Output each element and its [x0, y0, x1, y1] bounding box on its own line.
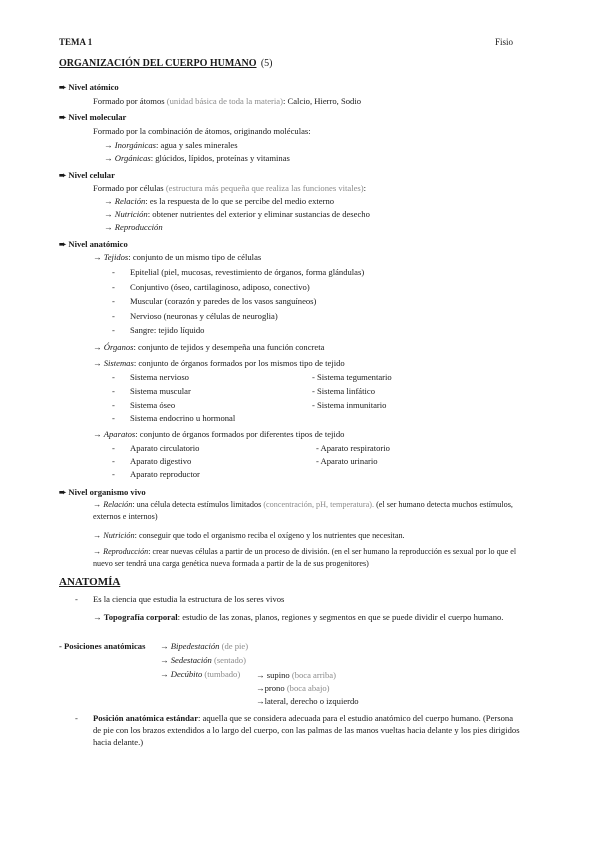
- decubito-sub: →prono (boca abajo): [256, 683, 330, 693]
- pointer-icon: ➨: [59, 239, 67, 249]
- decubito-sub: → supino (boca arriba): [256, 670, 336, 680]
- organismo-reproduccion: → Reproducción: crear nuevas células a partir de un proceso de división. (en el ser humano la reproducción es sexual por lo que el nuevo ser tendrá una carga genética nueva formada a partir de la de sus progenitores): [93, 547, 517, 568]
- arrow-icon: →: [160, 655, 169, 665]
- posicion-item: → Decúbito (tumbado): [160, 669, 241, 679]
- arrow-icon: →: [104, 222, 113, 232]
- pointer-icon: ➨: [59, 82, 67, 92]
- list-item: - Sangre: tejido líquido: [112, 325, 205, 335]
- arrow-icon: →: [93, 342, 102, 352]
- arrow-icon: →: [93, 500, 102, 509]
- heading-molecular: ➨ Nivel molecular: [59, 112, 127, 122]
- celular-item: → Nutrición: obtener nutrientes del exterior y eliminar sustancias de desecho: [104, 209, 370, 219]
- tejidos-line: → Tejidos: conjunto de un mismo tipo de células: [93, 252, 262, 262]
- posiciones-label: - Posiciones anatómicas: [59, 641, 146, 651]
- pointer-icon: ➨: [59, 112, 67, 122]
- page-title: ORGANIZACIÓN DEL CUERPO HUMANO (5): [59, 58, 273, 69]
- section-anatomia-title: ANATOMÍA: [59, 576, 121, 588]
- molecular-item: → Orgánicas: glúcidos, lípidos, proteínas y vitaminas: [104, 153, 290, 163]
- arrow-icon: →: [93, 612, 102, 622]
- celular-item: → Reproducción: [104, 222, 163, 232]
- list-item: - Aparato circulatorio: [112, 443, 200, 453]
- list-item: - Aparato urinario: [316, 456, 378, 466]
- atomico-text: Formado por átomos (unidad básica de toda la materia): Calcio, Hierro, Sodio: [93, 96, 362, 106]
- list-item: - Muscular (corazón y paredes de los vasos sanguíneos): [112, 296, 317, 306]
- sistemas-line: → Sistemas: conjunto de órganos formados por los mismos tipo de tejido: [93, 358, 345, 368]
- aparatos-line: → Aparatos: conjunto de órganos formados por diferentes tipos de tejido: [93, 429, 345, 439]
- small-arrow-icon: →: [256, 683, 265, 693]
- list-item: - Sistema linfático: [312, 386, 376, 396]
- header-tema: TEMA 1: [59, 37, 93, 47]
- list-item: - Aparato respiratorio: [316, 443, 390, 453]
- list-item: - Sistema inmunitario: [312, 400, 387, 410]
- arrow-icon: →: [104, 153, 113, 163]
- arrow-icon: →: [104, 209, 113, 219]
- arrow-icon: →: [160, 641, 169, 651]
- list-item: - Epitelial (piel, mucosas, revestimiento de órganos, forma glándulas): [112, 267, 365, 277]
- list-item: - Nervioso (neuronas y células de neuroglia): [112, 311, 278, 321]
- list-item: - Conjuntivo (óseo, cartilaginoso, adiposo, conectivo): [112, 282, 310, 292]
- arrow-icon: →: [93, 429, 102, 439]
- pointer-icon: ➨: [59, 170, 67, 180]
- anatomia-estandar: Posición anatómica estándar: aquella que se considera adecuada para el estudio anatómico del cuerpo humano. (Persona de pie con los brazos extendidos a lo largo del cuerpo, con las palmas de las manos vueltas hacia delante y los pies dirigidos hacia delante.): [93, 713, 520, 747]
- arrow-icon: →: [104, 196, 113, 206]
- estandar-dash: -: [75, 713, 78, 723]
- celular-intro: Formado por células (estructura más pequeña que realiza las funciones vitales):: [93, 183, 367, 193]
- molecular-intro: Formado por la combinación de átomos, originando moléculas:: [93, 126, 311, 136]
- heading-organismo: ➨ Nivel organismo vivo: [59, 487, 146, 497]
- celular-item: → Relación: es la respuesta de lo que se percibe del medio externo: [104, 196, 335, 206]
- arrow-icon: →: [160, 669, 169, 679]
- small-arrow-icon: →: [256, 696, 265, 706]
- arrow-icon: →: [93, 547, 102, 556]
- anatomia-topografia: → Topografía corporal: estudio de las zonas, planos, regiones y segmentos en que se puede dividir el cuerpo humano.: [93, 612, 504, 622]
- organos-line: → Órganos: conjunto de tejidos y desempeña una función concreta: [93, 342, 325, 352]
- small-arrow-icon: →: [256, 670, 265, 680]
- list-item: - Aparato reproductor: [112, 469, 200, 479]
- heading-anatomico: ➨ Nivel anatómico: [59, 239, 128, 249]
- list-item: - Sistema nervioso: [112, 372, 189, 382]
- list-item: - Sistema óseo: [112, 400, 176, 410]
- heading-atomico: ➨ Nivel atómico: [59, 82, 119, 92]
- list-item: - Sistema endocrino u hormonal: [112, 413, 236, 423]
- organismo-relacion: → Relación: una célula detecta estímulos limitados (concentración, pH, temperatura). (el ser humano detecta muchos estímulos, externos e internos): [93, 500, 513, 521]
- heading-celular: ➨ Nivel celular: [59, 170, 115, 180]
- posicion-item: → Bipedestación (de pie): [160, 641, 249, 651]
- list-item: - Sistema tegumentario: [312, 372, 392, 382]
- arrow-icon: →: [93, 358, 102, 368]
- arrow-icon: →: [93, 252, 102, 262]
- decubito-sub: →lateral, derecho o izquierdo: [256, 696, 359, 706]
- arrow-icon: →: [104, 140, 113, 150]
- pointer-icon: ➨: [59, 487, 67, 497]
- molecular-item: → Inorgánicas: agua y sales minerales: [104, 140, 238, 150]
- posicion-item: → Sedestación (sentado): [160, 655, 246, 665]
- header-subject: Fisio: [495, 37, 514, 47]
- anatomia-def: - Es la ciencia que estudia la estructura de los seres vivos: [75, 594, 285, 604]
- list-item: - Sistema muscular: [112, 386, 191, 396]
- arrow-icon: →: [93, 531, 102, 540]
- list-item: - Aparato digestivo: [112, 456, 192, 466]
- organismo-nutricion: → Nutrición: conseguir que todo el organismo reciba el oxígeno y los nutrientes que necesitan.: [93, 531, 405, 540]
